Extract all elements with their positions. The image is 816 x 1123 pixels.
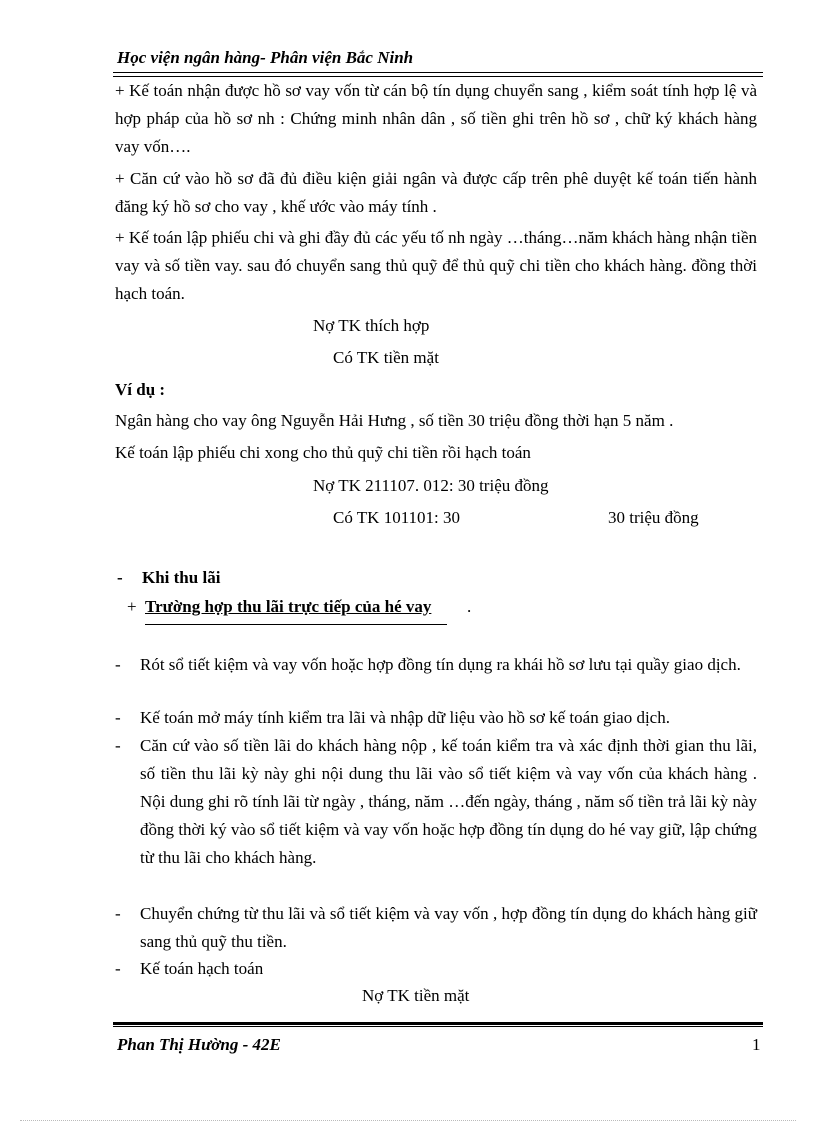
example-credit-amount: 30 triệu đồng xyxy=(608,508,699,527)
list-item xyxy=(115,651,757,679)
entry-2-debit: Nợ TK tiền mặt xyxy=(362,986,470,1005)
paragraph-2: + Căn cứ vào hồ sơ đã đủ điều kiện giải ngân và được cấp trên phê duyệt kế toán tiến hành đăng ký hồ sơ cho vay , khế ước vào máy tính . xyxy=(115,169,757,216)
page-header-title: Học viện ngân hàng- Phân viện Bắc Ninh xyxy=(117,48,414,67)
list-item-text: Chuyển chứng từ thu lãi và sổ tiết kiệm và vay vốn , hợp đồng tín dụng do khách hàng giữ sang thủ quỹ thu tiền. xyxy=(140,904,757,951)
list-item xyxy=(115,900,757,956)
footer-divider xyxy=(113,1022,763,1025)
list-dash: - xyxy=(115,655,121,674)
list-item xyxy=(115,732,757,872)
list-item-text: Rót sổ tiết kiệm và vay vốn hoặc hợp đồng tín dụng ra khái hồ sơ lưu tại quầy giao dịch. xyxy=(140,655,741,674)
list-item-text: Kế toán hạch toán xyxy=(140,959,264,978)
section-subtitle: Trường hợp thu lãi trực tiếp của hé vay xyxy=(145,597,432,616)
section-title: Khi thu lãi xyxy=(142,568,221,587)
list-dash: - xyxy=(115,708,121,727)
subtitle-rule xyxy=(145,624,447,625)
paragraph-3: + Kế toán lập phiếu chi và ghi đầy đủ các yếu tố nh ngày …tháng…năm khách hàng nhận tiền vay và số tiền vay. sau đó chuyển sang thủ quỹ để thủ quỹ chi tiền cho khách hàng. đồng thời hạch toán. xyxy=(115,228,757,303)
example-line-2: Kế toán lập phiếu chi xong cho thủ quỹ chi tiền rồi hạch toán xyxy=(115,443,531,462)
page-number: 1 xyxy=(752,1035,761,1054)
example-heading: Ví dụ : xyxy=(115,380,166,399)
example-debit: Nợ TK 211107. 012: 30 triệu đồng xyxy=(313,476,549,495)
entry-1-credit: Có TK tiền mặt xyxy=(333,348,439,367)
page-bottom-edge xyxy=(20,1120,796,1121)
list-dash: - xyxy=(115,736,121,755)
footer-divider-thin xyxy=(113,1026,763,1028)
footer-author: Phan Thị Hường - 42E xyxy=(117,1035,281,1054)
list-item-text: Kế toán mở máy tính kiểm tra lãi và nhập dữ liệu vào hồ sơ kế toán giao dịch. xyxy=(140,708,670,727)
list-item xyxy=(115,955,757,983)
list-item-text: Căn cứ vào số tiền lãi do khách hàng nộp , kế toán kiểm tra và xác định thời gian thu lãi, số tiền thu lãi kỳ này ghi nội dung thu lãi vào sổ tiết kiệm và vay vốn của khách hàng . Nội dung ghi rõ tính lãi từ ngày , tháng, năm …đến ngày, tháng , năm số tiền trả lãi kỳ này đồng thời ký vào sổ tiết kiệm và vay vốn hoặc hợp đồng tín dụng do hé vay giữ, lập chứng từ thu lãi cho khách hàng. xyxy=(140,736,757,867)
example-credit: Có TK 101101: 30 xyxy=(333,508,461,527)
list-dash: - xyxy=(115,959,121,978)
example-line-1: Ngân hàng cho vay ông Nguyễn Hải Hưng , số tiền 30 triệu đồng thời hạn 5 năm . xyxy=(115,411,674,430)
paragraph-1: + Kế toán nhận được hồ sơ vay vốn từ cán bộ tín dụng chuyển sang , kiểm soát tính hợp lệ và hợp pháp của hồ sơ nh : Chứng minh nhân dân , số tiền ghi trên hồ sơ , chữ ký khách hàng vay vốn…. xyxy=(115,81,757,156)
list-item xyxy=(115,704,757,732)
section-subtitle-suffix: . xyxy=(467,597,472,616)
entry-1-debit: Nợ TK thích hợp xyxy=(313,316,430,335)
section-subtitle-prefix: + xyxy=(127,597,137,616)
list-dash: - xyxy=(115,904,121,923)
section-dash: - xyxy=(117,568,123,587)
